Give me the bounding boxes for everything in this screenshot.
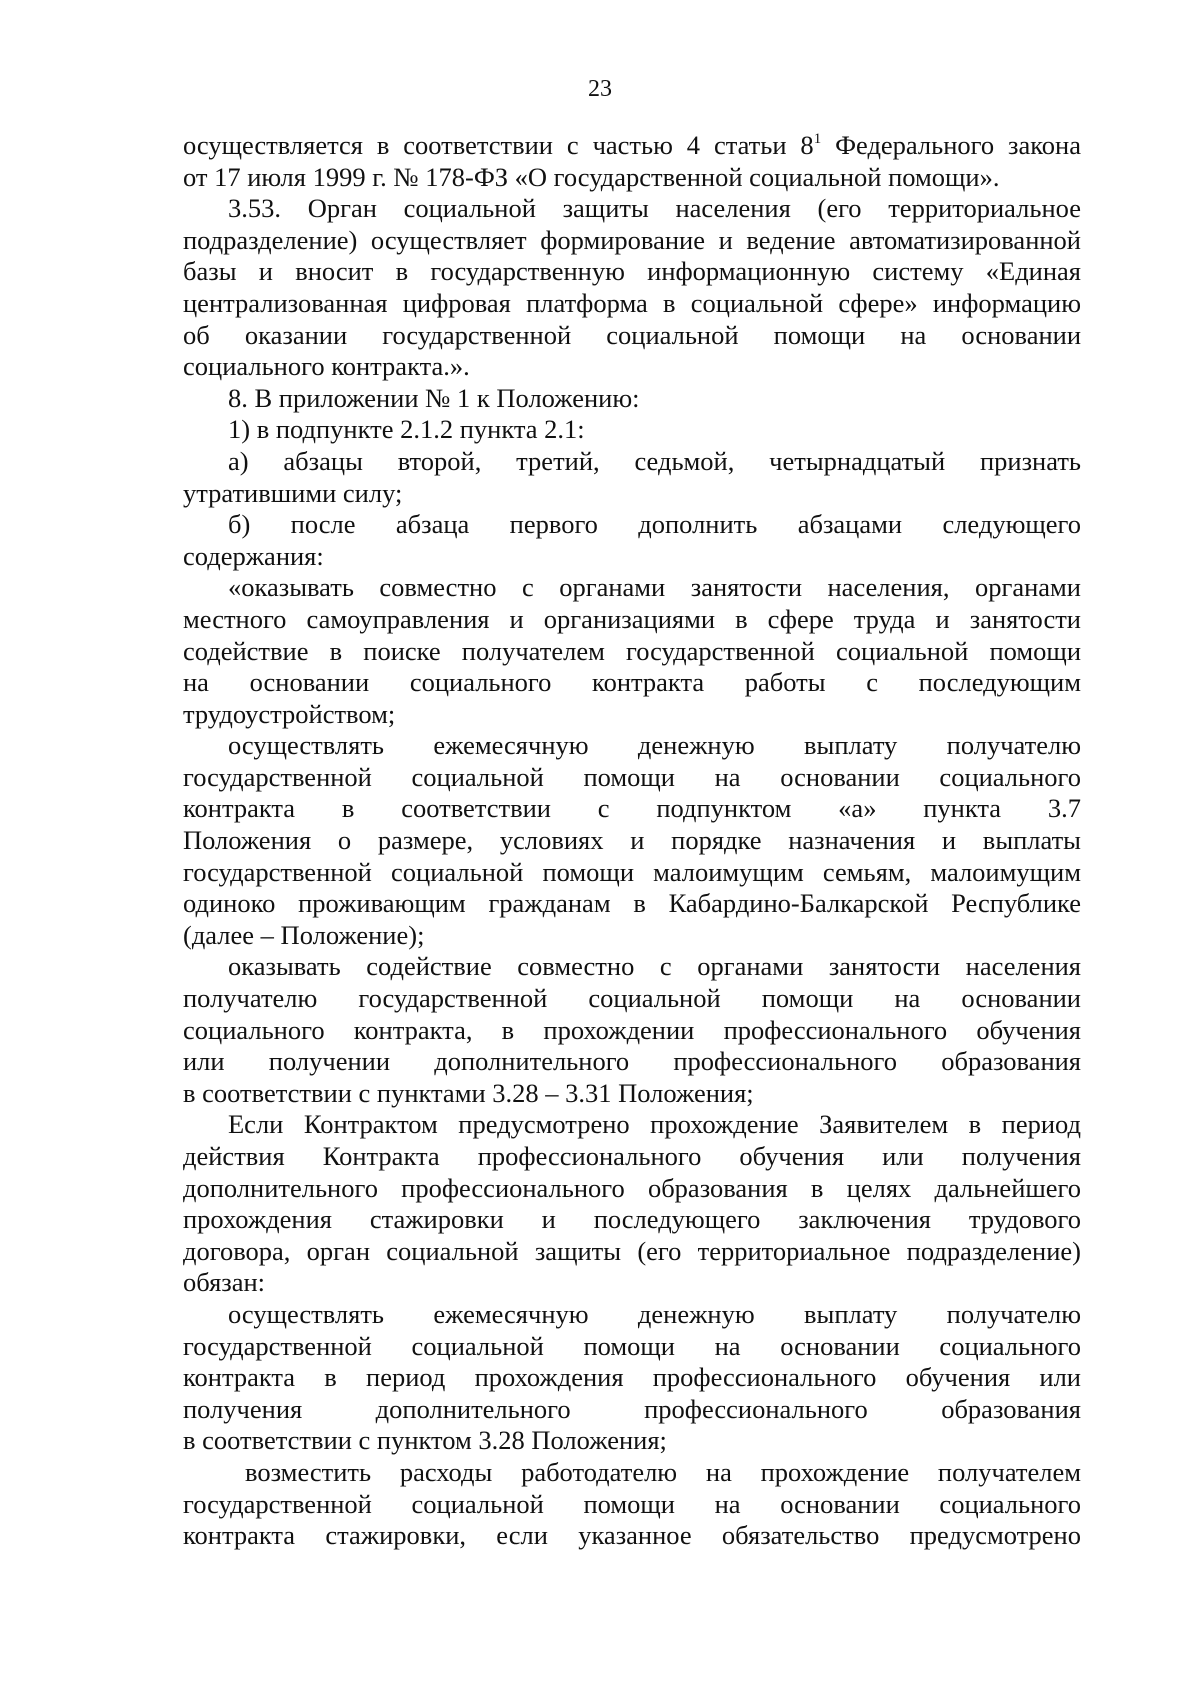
- superscript: 1: [813, 131, 822, 147]
- document-body: [183, 130, 1081, 1552]
- text-line: договора, орган социальной защиты (его территориальное подразделение): [183, 1235, 1081, 1266]
- text-line: «оказывать совместно с органами занятости населения, органами: [228, 572, 1081, 603]
- text-line: в соответствии с пунктами 3.28 – 3.31 Положения;: [183, 1077, 754, 1108]
- text-line: 8. В приложении № 1 к Положению:: [228, 382, 640, 413]
- text-line: б) после абзаца первого дополнить абзацами следующего: [228, 509, 1081, 540]
- text-line: возместить расходы работодателю на прохождение получателем: [245, 1456, 1081, 1487]
- text-line: одиноко проживающим гражданам в Кабардино-Балкарской Республике: [183, 888, 1081, 919]
- text-line: прохождения стажировки и последующего заключения трудового: [183, 1204, 1081, 1235]
- text-line: (далее – Положение);: [183, 919, 425, 950]
- text-line: действия Контракта профессионального обучения или получения: [183, 1141, 1081, 1171]
- text-line: получения дополнительного профессионального образования: [183, 1393, 1081, 1424]
- text-line: содержания:: [183, 540, 324, 571]
- text-line: базы и вносит в государственную информационную систему «Единая: [183, 256, 1081, 287]
- text-line: от 17 июля 1999 г. № 178-ФЗ «О государственной социальной помощи».: [183, 161, 1000, 192]
- text-line: [183, 130, 1081, 162]
- text-line: трудоустройством;: [183, 698, 396, 729]
- text-line: в соответствии с пунктом 3.28 Положения;: [183, 1425, 667, 1456]
- text-line: подразделение) осуществляет формирование и ведение автоматизированной: [183, 224, 1081, 255]
- text-line: государственной социальной помощи на основании социального: [183, 1330, 1081, 1361]
- text-line: социального контракта.».: [183, 351, 470, 382]
- text-line: содействие в поиске получателем государственной социальной помощи: [183, 635, 1081, 666]
- text-line: государственной социальной помощи малоимущим семьям, малоимущим: [183, 856, 1081, 887]
- text-line: осуществлять ежемесячную денежную выплату получателю: [228, 730, 1081, 761]
- text-line: об оказании государственной социальной помощи на основании: [183, 319, 1081, 350]
- text-line: получателю государственной социальной помощи на основании: [183, 983, 1081, 1014]
- text-line: обязан:: [183, 1267, 266, 1298]
- text-line: государственной социальной помощи на основании социального: [183, 1488, 1081, 1519]
- text-line: местного самоуправления и организациями в сфере труда и занятости: [183, 603, 1081, 634]
- text-line: 3.53. Орган социальной защиты населения (его территориальное: [228, 193, 1081, 224]
- text-line: Если Контрактом предусмотрено прохождение Заявителем в период: [228, 1109, 1081, 1140]
- text-line: дополнительного профессионального образования в целях дальнейшего: [183, 1172, 1081, 1203]
- text-line: контракта в период прохождения профессионального обучения или: [183, 1362, 1081, 1393]
- text-line: или получении дополнительного профессионального образования: [183, 1046, 1081, 1077]
- text-line: контракта стажировки, если указанное обязательство предусмотрено: [183, 1520, 1081, 1551]
- text-line: оказывать содействие совместно с органами занятости населения: [228, 951, 1081, 982]
- text-line: осуществлять ежемесячную денежную выплату получателю: [228, 1298, 1081, 1329]
- text-line: социального контракта, в прохождении профессионального обучения: [183, 1014, 1081, 1045]
- text-line: на основании социального контракта работы с последующим: [183, 667, 1081, 698]
- text-line: 1) в подпункте 2.1.2 пункта 2.1:: [228, 414, 585, 445]
- text-line: государственной социальной помощи на основании социального: [183, 761, 1081, 792]
- text-line: утратившими силу;: [183, 477, 403, 508]
- text-line: а) абзацы второй, третий, седьмой, четырнадцатый признать: [228, 445, 1081, 476]
- text-line: централизованная цифровая платформа в социальной сфере» информацию: [183, 287, 1081, 318]
- text-segment: Федерального закона: [821, 130, 1081, 160]
- text-segment: осуществляется в соответствии с частью 4 статьи 8: [183, 130, 814, 160]
- text-line: Положения о размере, условиях и порядке назначения и выплаты: [183, 825, 1081, 856]
- text-line: контракта в соответствии с подпунктом «а» пункта 3.7: [183, 793, 1081, 824]
- page-number: 23: [588, 76, 612, 102]
